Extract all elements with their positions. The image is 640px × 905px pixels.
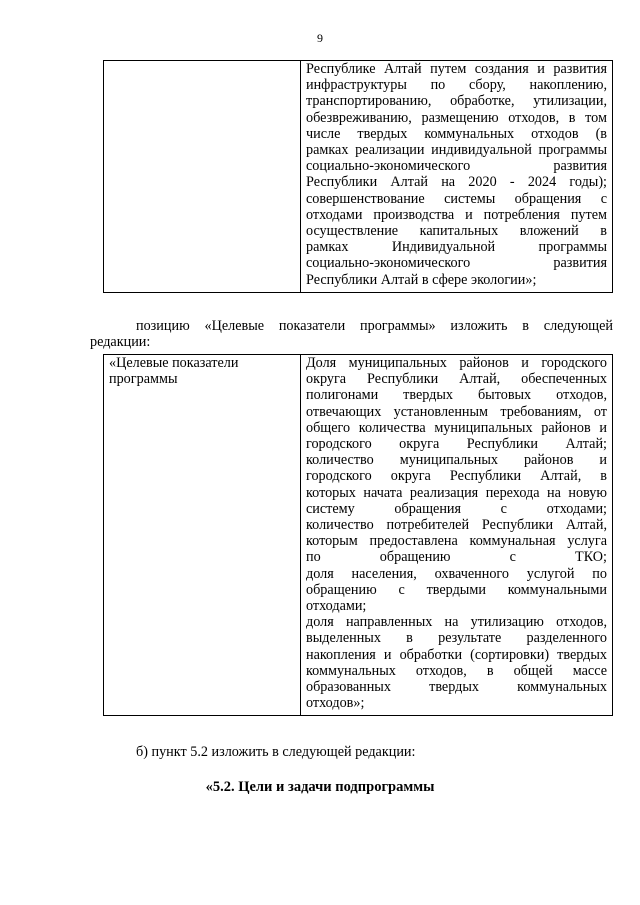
text-line: рамках Индивидуальной программы bbox=[306, 239, 607, 256]
text-line: рамках реализации индивидуальной программы bbox=[306, 142, 607, 159]
text-line: числе твердых коммунальных отходов (в bbox=[306, 125, 607, 142]
text-line: общего количества муниципальных районов и bbox=[306, 419, 607, 436]
text-line: отходов»; bbox=[306, 695, 365, 712]
text-line: инфраструктуры по сбору, накоплению, bbox=[306, 77, 607, 94]
table-cell-right bbox=[301, 355, 613, 716]
text-line: программы bbox=[109, 371, 178, 388]
paragraph-line: позицию «Целевые показатели программы» изложить в следующей bbox=[136, 318, 613, 334]
text-line: Республики Алтай на 2020 - 2024 годы); bbox=[306, 174, 607, 191]
table-cell-right bbox=[301, 61, 613, 293]
text-line: «Целевые показатели bbox=[109, 355, 239, 371]
table-cell-left bbox=[104, 355, 301, 716]
table-target-indicators bbox=[103, 354, 613, 716]
text-line: округа Республики Алтай, обеспеченных bbox=[306, 371, 607, 388]
table-cell-left bbox=[104, 61, 301, 293]
text-line: количество муниципальных районов и bbox=[306, 452, 607, 469]
text-line: Доля муниципальных районов и городского bbox=[306, 355, 607, 371]
text-line: образованных твердых коммунальных bbox=[306, 679, 607, 696]
page-number: 9 bbox=[317, 31, 323, 45]
text-line: отвечающих установленным требованиям, от bbox=[306, 403, 607, 420]
text-line: социально-экономического развития bbox=[306, 158, 607, 175]
text-line: выделенных в результате разделенного bbox=[306, 630, 607, 647]
text-line: социально-экономического развития bbox=[306, 255, 607, 272]
text-line: осуществление капитальных вложений в bbox=[306, 223, 607, 240]
text-line: полигонами твердых бытовых отходов, bbox=[306, 387, 607, 404]
text-line: городского округа Республики Алтай, в bbox=[306, 468, 607, 485]
text-line: обезвреживанию, размещению отходов, в том bbox=[306, 109, 607, 126]
text-line: по обращению с ТКО; bbox=[306, 549, 607, 566]
text-line: накопления и обработки (сортировки) твердых bbox=[306, 646, 607, 663]
text-line: обращению с твердыми коммунальными bbox=[306, 581, 607, 598]
text-line: которых начата реализация перехода на новую bbox=[306, 484, 607, 501]
text-line: количество потребителей Республики Алтай, bbox=[306, 517, 607, 534]
paragraph-line: редакции: bbox=[90, 334, 151, 350]
text-line: совершенствование системы обращения с bbox=[306, 190, 607, 207]
paragraph: б) пункт 5.2 изложить в следующей редакции: bbox=[136, 744, 416, 760]
text-line: отходами производства и потребления путем bbox=[306, 206, 607, 223]
text-line: которым предоставлена коммунальная услуга bbox=[306, 533, 607, 550]
text-line: Республики Алтай в сфере экологии»; bbox=[306, 271, 537, 288]
text-line: коммунальных отходов, в общей массе bbox=[306, 662, 607, 679]
table-row bbox=[104, 61, 613, 293]
text-line: транспортированию, обработке, утилизации, bbox=[306, 93, 607, 110]
text-line: городского округа Республики Алтай; bbox=[306, 436, 607, 453]
text-line: Республике Алтай путем создания и развития bbox=[306, 61, 607, 77]
table-row bbox=[104, 355, 613, 716]
text-line: систему обращения с отходами; bbox=[306, 500, 607, 517]
text-line: доля населения, охваченного услугой по bbox=[306, 565, 607, 582]
text-line: доля направленных на утилизацию отходов, bbox=[306, 614, 607, 631]
text-line: отходами; bbox=[306, 598, 367, 615]
section-heading: «5.2. Цели и задачи подпрограммы bbox=[205, 779, 435, 795]
table-continued bbox=[103, 60, 613, 293]
